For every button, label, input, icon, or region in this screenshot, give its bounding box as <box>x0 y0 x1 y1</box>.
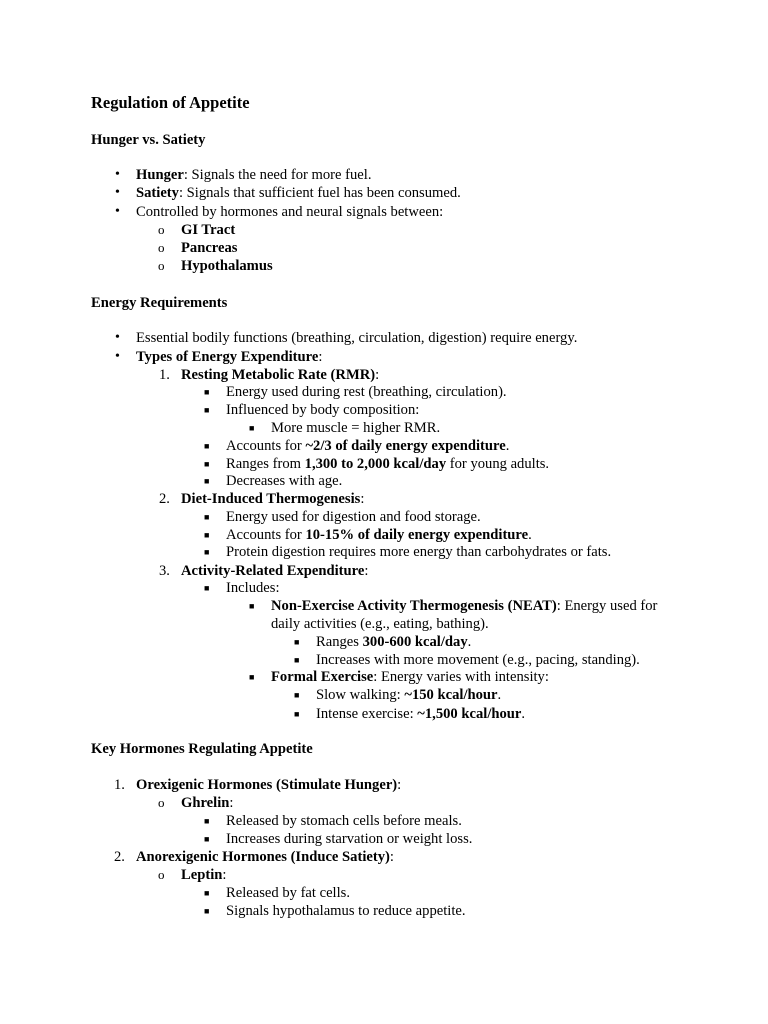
bullet-circle: o <box>158 867 165 882</box>
bullet-circle: o <box>158 222 165 237</box>
list-item-dit-1: Energy used for digestion and food storage. <box>226 509 481 525</box>
section-heading-energy-requirements: Energy Requirements <box>91 295 228 311</box>
list-item-neat: Non-Exercise Activity Thermogenesis (NEAT): Energy used for <box>271 598 658 614</box>
bullet-square: ■ <box>294 655 300 665</box>
list-item-dit: Diet-Induced Thermogenesis: <box>181 491 365 507</box>
bullet-square: ■ <box>249 601 255 611</box>
bullet-dot: • <box>115 330 120 345</box>
bullet-square: ■ <box>204 405 210 415</box>
bullet-circle: o <box>158 240 165 255</box>
list-item-rmr: Resting Metabolic Rate (RMR): <box>181 367 380 383</box>
bullet-square: ■ <box>204 816 210 826</box>
bullet-square: ■ <box>204 459 210 469</box>
list-number: 2. <box>114 849 125 865</box>
list-number: 2. <box>159 491 170 507</box>
section-heading-key-hormones: Key Hormones Regulating Appetite <box>91 741 313 757</box>
list-item-activity: Activity-Related Expenditure: <box>181 563 369 579</box>
list-item-ghrelin-1: Released by stomach cells before meals. <box>226 813 462 829</box>
list-item-dit-3: Protein digestion requires more energy than carbohydrates or fats. <box>226 544 612 560</box>
list-item-gi-tract: GI Tract <box>181 222 236 238</box>
list-number: 1. <box>114 777 125 793</box>
bullet-circle: o <box>158 258 165 273</box>
bullet-square: ■ <box>294 690 300 700</box>
list-item-rmr-4: Ranges from 1,300 to 2,000 kcal/day for young adults. <box>226 456 550 472</box>
list-number: 1. <box>159 367 170 383</box>
list-item-hypothalamus: Hypothalamus <box>181 258 273 274</box>
bullet-square: ■ <box>294 637 300 647</box>
bullet-square: ■ <box>204 583 210 593</box>
list-item-rmr-3: Accounts for ~2/3 of daily energy expenditure. <box>226 438 510 454</box>
list-item-rmr-2: Influenced by body composition: <box>226 402 420 418</box>
list-item-formal-1: Slow walking: ~150 kcal/hour. <box>316 687 502 703</box>
bullet-square: ■ <box>204 512 210 522</box>
bullet-circle: o <box>158 795 165 810</box>
list-item-formal: Formal Exercise: Energy varies with intensity: <box>271 669 549 685</box>
list-item-neat-1: Ranges 300-600 kcal/day. <box>316 634 472 650</box>
list-item-pancreas: Pancreas <box>181 240 238 256</box>
bullet-square: ■ <box>204 387 210 397</box>
list-item-leptin-1: Released by fat cells. <box>226 885 350 901</box>
list-item-anorexigenic: Anorexigenic Hormones (Induce Satiety): <box>136 849 394 865</box>
bullet-square: ■ <box>204 547 210 557</box>
list-item-ghrelin-2: Increases during starvation or weight loss. <box>226 831 473 847</box>
list-item-hunger: Hunger: Signals the need for more fuel. <box>136 167 372 183</box>
list-item-rmr-2a: More muscle = higher RMR. <box>271 420 441 436</box>
bullet-square: ■ <box>204 441 210 451</box>
list-item-essential: Essential bodily functions (breathing, circulation, digestion) require energy. <box>136 330 578 346</box>
list-item-formal-2: Intense exercise: ~1,500 kcal/hour. <box>316 706 526 722</box>
bullet-square: ■ <box>204 888 210 898</box>
list-item-controlled: Controlled by hormones and neural signals between: <box>136 204 444 220</box>
bullet-dot: • <box>115 204 120 219</box>
bullet-dot: • <box>115 167 120 182</box>
list-item-types: Types of Energy Expenditure: <box>136 349 323 365</box>
list-item-leptin-2: Signals hypothalamus to reduce appetite. <box>226 903 466 919</box>
bullet-square: ■ <box>204 834 210 844</box>
list-item-rmr-1: Energy used during rest (breathing, circulation). <box>226 384 507 400</box>
list-item-leptin: Leptin: <box>181 867 227 883</box>
section-heading-hunger-satiety: Hunger vs. Satiety <box>91 132 206 148</box>
list-item-rmr-5: Decreases with age. <box>226 473 343 489</box>
bullet-square: ■ <box>294 709 300 719</box>
list-item-orexigenic: Orexigenic Hormones (Stimulate Hunger): <box>136 777 402 793</box>
list-item-satiety: Satiety: Signals that sufficient fuel has been consumed. <box>136 185 461 201</box>
list-item-neat-cont: daily activities (e.g., eating, bathing). <box>271 616 489 632</box>
list-item-dit-2: Accounts for 10-15% of daily energy expenditure. <box>226 527 532 543</box>
bullet-square: ■ <box>249 423 255 433</box>
bullet-square: ■ <box>204 530 210 540</box>
page-title: Regulation of Appetite <box>91 93 250 112</box>
list-number: 3. <box>159 563 170 579</box>
list-item-neat-2: Increases with more movement (e.g., pacing, standing). <box>316 652 640 668</box>
bullet-square: ■ <box>204 906 210 916</box>
bullet-square: ■ <box>249 672 255 682</box>
list-item-ghrelin: Ghrelin: <box>181 795 234 811</box>
bullet-dot: • <box>115 185 120 200</box>
bullet-square: ■ <box>204 476 210 486</box>
list-item-includes: Includes: <box>226 580 280 596</box>
bullet-dot: • <box>115 349 120 364</box>
